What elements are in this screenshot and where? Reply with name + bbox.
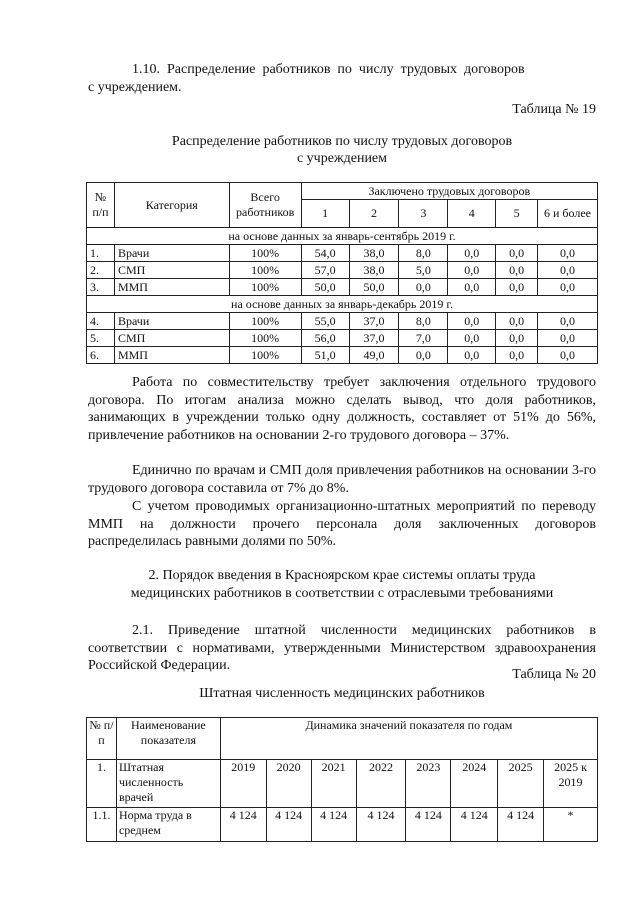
row-num: 3. xyxy=(87,279,115,296)
header-c5: 5 xyxy=(496,200,538,228)
row-v5: 0,0 xyxy=(496,245,538,262)
value-2022: 4 124 xyxy=(356,808,406,842)
row-total: 100% xyxy=(229,347,301,364)
value-2023: 4 124 xyxy=(406,808,451,842)
row-v1: 55,0 xyxy=(301,313,349,330)
row-v4: 0,0 xyxy=(448,262,496,279)
section-2-title-line2: медицинских работников в соответствии с отраслевыми требованиями xyxy=(130,586,554,601)
paragraph-third-contract: Единично по врачам и СМП доля привлечения работников на основании 3-го трудового договора составила от 7% до 8%. xyxy=(88,463,596,496)
value-2025: 4 124 xyxy=(498,808,544,842)
row-v5: 0,0 xyxy=(496,330,538,347)
year-2024: 2024 xyxy=(451,760,498,808)
row-v4: 0,0 xyxy=(448,245,496,262)
group-jan-sep: на основе данных за январь-сентябрь 2019 г. xyxy=(87,228,598,245)
row-v5: 0,0 xyxy=(496,279,538,296)
table-row xyxy=(87,313,598,330)
table20-title: Штатная численность медицинских работников xyxy=(199,686,485,701)
row-v6: 0,0 xyxy=(538,262,598,279)
header-c6: 6 и более xyxy=(538,200,598,228)
year-2025: 2025 xyxy=(498,760,544,808)
group-jan-dec: на основе данных за январь-декабрь 2019 г. xyxy=(87,296,598,313)
header-c2: 2 xyxy=(349,200,399,228)
section-2-title-line1: 2. Порядок введения в Красноярском крае системы оплаты труда xyxy=(148,568,536,583)
section-1-10-line1: 1.10. Распределение работников по числу трудовых договоров xyxy=(132,62,525,77)
row-num: 1. xyxy=(87,760,117,808)
paragraph-part-time: Работа по совместительству требует заключения отдельного трудового договора. По итогам анализа можно сделать вывод, что доля работников, занимающих в учреждении только одну должность, составляет от 51% до 56%, привлечение работников на основании 2-го трудового договора – 37%. xyxy=(88,375,596,443)
row-total: 100% xyxy=(229,279,301,296)
row-v5: 0,0 xyxy=(496,262,538,279)
table20-label: Таблица № 20 xyxy=(512,667,596,682)
row-v1: 50,0 xyxy=(301,279,349,296)
value-ratio: * xyxy=(544,808,598,842)
header-c3: 3 xyxy=(399,200,448,228)
row-total: 100% xyxy=(229,330,301,347)
table-20 xyxy=(86,717,598,842)
row-v2: 49,0 xyxy=(349,347,399,364)
section-2-1-text: 2.1. Приведение штатной численности медицинских работников в соответствии с нормативами, утвержденными Министерством здравоохранения Российской Федерации. xyxy=(88,623,596,674)
row-v2: 37,0 xyxy=(349,313,399,330)
row-v5: 0,0 xyxy=(496,347,538,364)
row-v5: 0,0 xyxy=(496,313,538,330)
row-v6: 0,0 xyxy=(538,313,598,330)
row-num: 4. xyxy=(87,313,115,330)
table-row xyxy=(87,262,598,279)
value-2021: 4 124 xyxy=(311,808,356,842)
row-category: ММП xyxy=(114,347,229,364)
row-v6: 0,0 xyxy=(538,347,598,364)
year-2023: 2023 xyxy=(406,760,451,808)
table-row xyxy=(87,330,598,347)
year-2021: 2021 xyxy=(311,760,356,808)
table-19 xyxy=(86,182,598,364)
row-v4: 0,0 xyxy=(448,330,496,347)
row-v2: 37,0 xyxy=(349,330,399,347)
table-row xyxy=(87,279,598,296)
paragraph-mmp-transfer: С учетом проводимых организационно-штатных мероприятий по переводу ММП на должности прочего персонала доля заключенных договоров распределилась равными долями по 50%. xyxy=(88,499,596,550)
row-indicator: Штатная численность врачей xyxy=(116,760,220,808)
row-v6: 0,0 xyxy=(538,330,598,347)
row-v3: 8,0 xyxy=(399,313,448,330)
header-contracts: Заключено трудовых договоров xyxy=(301,183,597,200)
table19-title-line2: с учреждением xyxy=(296,151,388,166)
table-row xyxy=(87,760,598,808)
table19-title-line1: Распределение работников по числу трудовых договоров xyxy=(171,134,513,149)
section-1-10-line2: с учреждением. xyxy=(88,80,182,95)
row-num: 5. xyxy=(87,330,115,347)
row-v4: 0,0 xyxy=(448,279,496,296)
value-2019: 4 124 xyxy=(220,808,266,842)
row-v6: 0,0 xyxy=(538,279,598,296)
header-c4: 4 xyxy=(448,200,496,228)
row-total: 100% xyxy=(229,245,301,262)
year-2022: 2022 xyxy=(356,760,406,808)
row-v3: 8,0 xyxy=(399,245,448,262)
row-num: 1. xyxy=(87,245,115,262)
row-v3: 0,0 xyxy=(399,347,448,364)
row-v1: 54,0 xyxy=(301,245,349,262)
row-v4: 0,0 xyxy=(448,347,496,364)
row-v2: 50,0 xyxy=(349,279,399,296)
row-v2: 38,0 xyxy=(349,245,399,262)
table-row xyxy=(87,347,598,364)
row-v6: 0,0 xyxy=(538,245,598,262)
table-row xyxy=(87,808,598,842)
header-total: Всего работников xyxy=(229,183,301,228)
table-row xyxy=(87,245,598,262)
header-dynamics: Динамика значений показателя по годам xyxy=(220,718,597,760)
row-v3: 0,0 xyxy=(399,279,448,296)
row-v1: 51,0 xyxy=(301,347,349,364)
row-category: СМП xyxy=(114,262,229,279)
row-v3: 7,0 xyxy=(399,330,448,347)
row-category: Врачи xyxy=(114,313,229,330)
header-num: № п/п xyxy=(87,718,117,760)
header-c1: 1 xyxy=(301,200,349,228)
year-2019: 2019 xyxy=(220,760,266,808)
header-category: Категория xyxy=(114,183,229,228)
row-v1: 56,0 xyxy=(301,330,349,347)
value-2020: 4 124 xyxy=(266,808,311,842)
row-num: 6. xyxy=(87,347,115,364)
row-category: ММП xyxy=(114,279,229,296)
row-v1: 57,0 xyxy=(301,262,349,279)
row-v4: 0,0 xyxy=(448,313,496,330)
row-total: 100% xyxy=(229,313,301,330)
row-category: СМП xyxy=(114,330,229,347)
ratio-2025-2019: 2025 к 2019 xyxy=(544,760,598,808)
row-num: 1.1. xyxy=(87,808,117,842)
row-category: Врачи xyxy=(114,245,229,262)
value-2024: 4 124 xyxy=(451,808,498,842)
row-indicator: Норма труда в среднем xyxy=(116,808,220,842)
table19-label: Таблица № 19 xyxy=(512,102,596,117)
header-num: № п/п xyxy=(87,183,115,228)
row-v3: 5,0 xyxy=(399,262,448,279)
header-indicator: Наименование показателя xyxy=(116,718,220,760)
row-total: 100% xyxy=(229,262,301,279)
row-v2: 38,0 xyxy=(349,262,399,279)
year-2020: 2020 xyxy=(266,760,311,808)
row-num: 2. xyxy=(87,262,115,279)
